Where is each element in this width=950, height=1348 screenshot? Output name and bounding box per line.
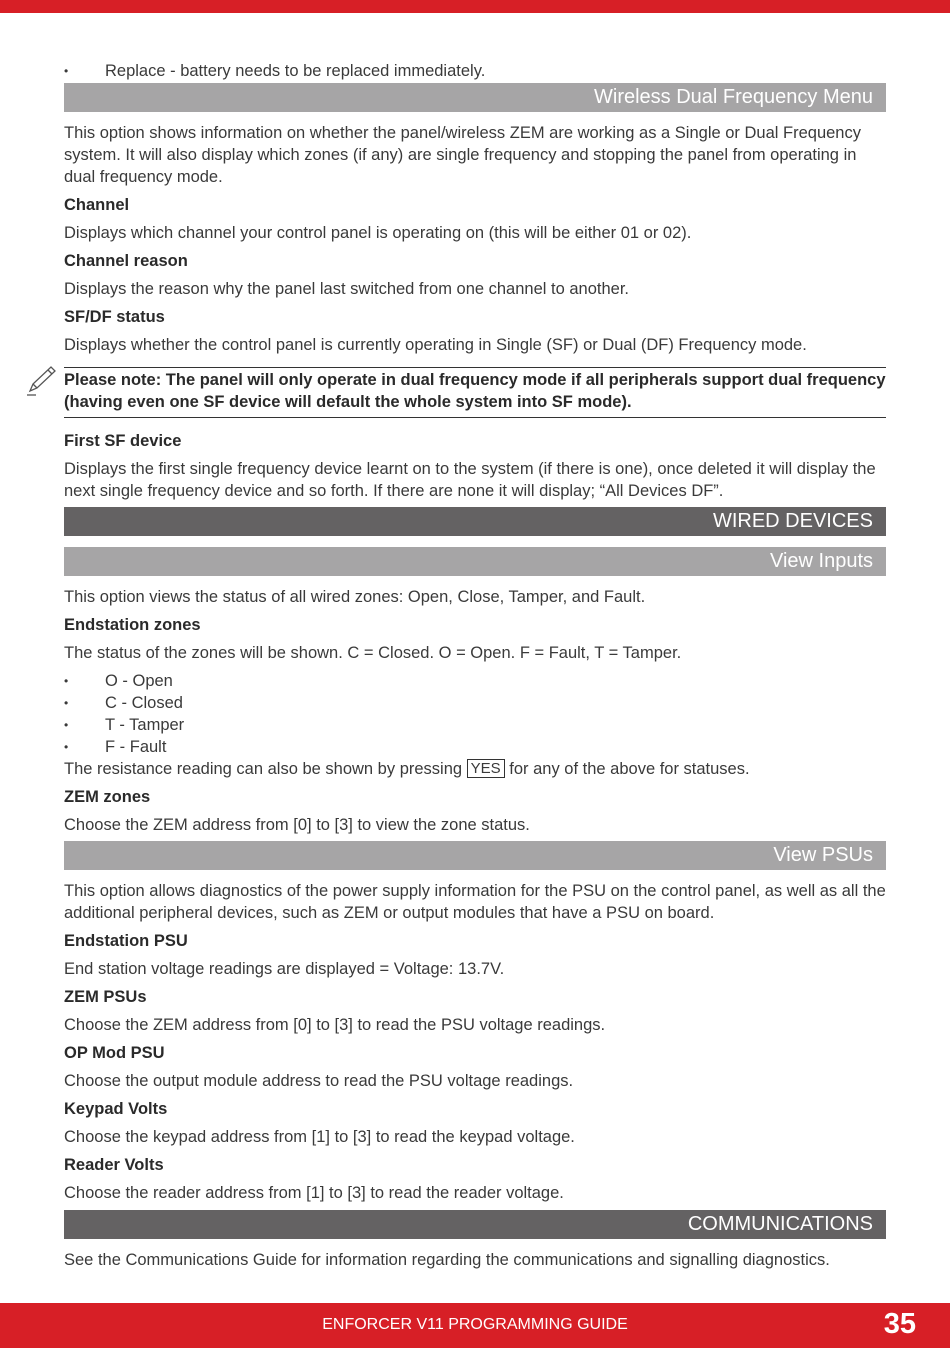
section-bar-view-inputs: View Inputs [64, 547, 886, 576]
sfdf-status-heading: SF/DF status [64, 308, 165, 326]
pencil-icon [24, 364, 58, 398]
resistance-text-after: for any of the above for statuses. [509, 760, 750, 778]
channel-heading: Channel [64, 196, 130, 214]
section-bar-wireless-dual-frequency: Wireless Dual Frequency Menu [64, 83, 886, 112]
zem-zones-paragraph: Choose the ZEM address from [0] to [3] to view the zone status. [64, 816, 530, 834]
endstation-psu-paragraph: End station voltage readings are displayed = Voltage: 13.7V. [64, 960, 505, 978]
resistance-paragraph [64, 758, 886, 780]
yes-key: YES [467, 759, 505, 778]
zem-psus-heading: ZEM PSUs [64, 988, 147, 1006]
page-content [64, 60, 886, 1271]
channel-paragraph: Displays which channel your control panel is operating on (this will be either 01 or 02). [64, 224, 692, 242]
note-box [64, 367, 886, 418]
list-item: • Replace - battery needs to be replaced immediately. [64, 60, 886, 82]
channel-reason-paragraph: Displays the reason why the panel last switched from one channel to another. [64, 280, 629, 298]
communications-paragraph: See the Communications Guide for information regarding the communications and signalling diagnostics. [64, 1251, 830, 1269]
op-mod-psu-heading: OP Mod PSU [64, 1044, 165, 1062]
endstation-zones-paragraph: The status of the zones will be shown. C = Closed. O = Open. F = Fault, T = Tamper. [64, 644, 682, 662]
note-text: Please note: The panel will only operate in dual frequency mode if all peripherals support dual frequency (having even one SF device will default the whole system into SF mode). [64, 371, 886, 411]
op-mod-psu-paragraph: Choose the output module address to read the PSU voltage readings. [64, 1072, 574, 1090]
endstation-psu-heading: Endstation PSU [64, 932, 188, 950]
section-bar-wired-devices: WIRED DEVICES [64, 507, 886, 536]
footer-title: ENFORCER V11 PROGRAMMING GUIDE [322, 1316, 628, 1333]
zem-zones-heading: ZEM zones [64, 788, 151, 806]
reader-volts-paragraph: Choose the reader address from [1] to [3] to read the reader voltage. [64, 1184, 564, 1202]
section-bar-communications: COMMUNICATIONS [64, 1210, 886, 1239]
list-item: • T - Tamper [64, 714, 886, 736]
endstation-zones-heading: Endstation zones [64, 616, 201, 634]
first-sf-device-paragraph: Displays the first single frequency device learnt on to the system (if there is one), once deleted it will display the next single frequency device and so forth. If there are none it will display; “All Devices DF”. [64, 460, 876, 500]
list-item: • F - Fault [64, 736, 886, 758]
list-item: • O - Open [64, 670, 886, 692]
resistance-text-before: The resistance reading can also be shown by pressing [64, 760, 463, 778]
section-bar-view-psus: View PSUs [64, 841, 886, 870]
psu-intro-paragraph: This option allows diagnostics of the power supply information for the PSU on the control panel, as well as all the additional peripheral devices, such as ZEM or output modules that have a PSU on board. [64, 882, 886, 922]
inputs-intro-paragraph: This option views the status of all wired zones: Open, Close, Tamper, and Fault. [64, 588, 646, 606]
page-number: 35 [883, 1308, 916, 1340]
keypad-volts-paragraph: Choose the keypad address from [1] to [3] to read the keypad voltage. [64, 1128, 575, 1146]
reader-volts-heading: Reader Volts [64, 1156, 164, 1174]
first-sf-device-heading: First SF device [64, 432, 182, 450]
list-item: • C - Closed [64, 692, 886, 714]
channel-reason-heading: Channel reason [64, 252, 188, 270]
sfdf-status-paragraph: Displays whether the control panel is currently operating in Single (SF) or Dual (DF) Frequency mode. [64, 336, 807, 354]
status-list [64, 670, 886, 758]
top-accent-bar [0, 0, 950, 13]
zem-psus-paragraph: Choose the ZEM address from [0] to [3] to read the PSU voltage readings. [64, 1016, 606, 1034]
keypad-volts-heading: Keypad Volts [64, 1100, 168, 1118]
footer-bar [0, 1303, 950, 1348]
wireless-intro-paragraph: This option shows information on whether the panel/wireless ZEM are working as a Single or Dual Frequency system. It will also display which zones (if any) are single frequency and stopping the panel from operating in dual frequency mode. [64, 124, 861, 186]
